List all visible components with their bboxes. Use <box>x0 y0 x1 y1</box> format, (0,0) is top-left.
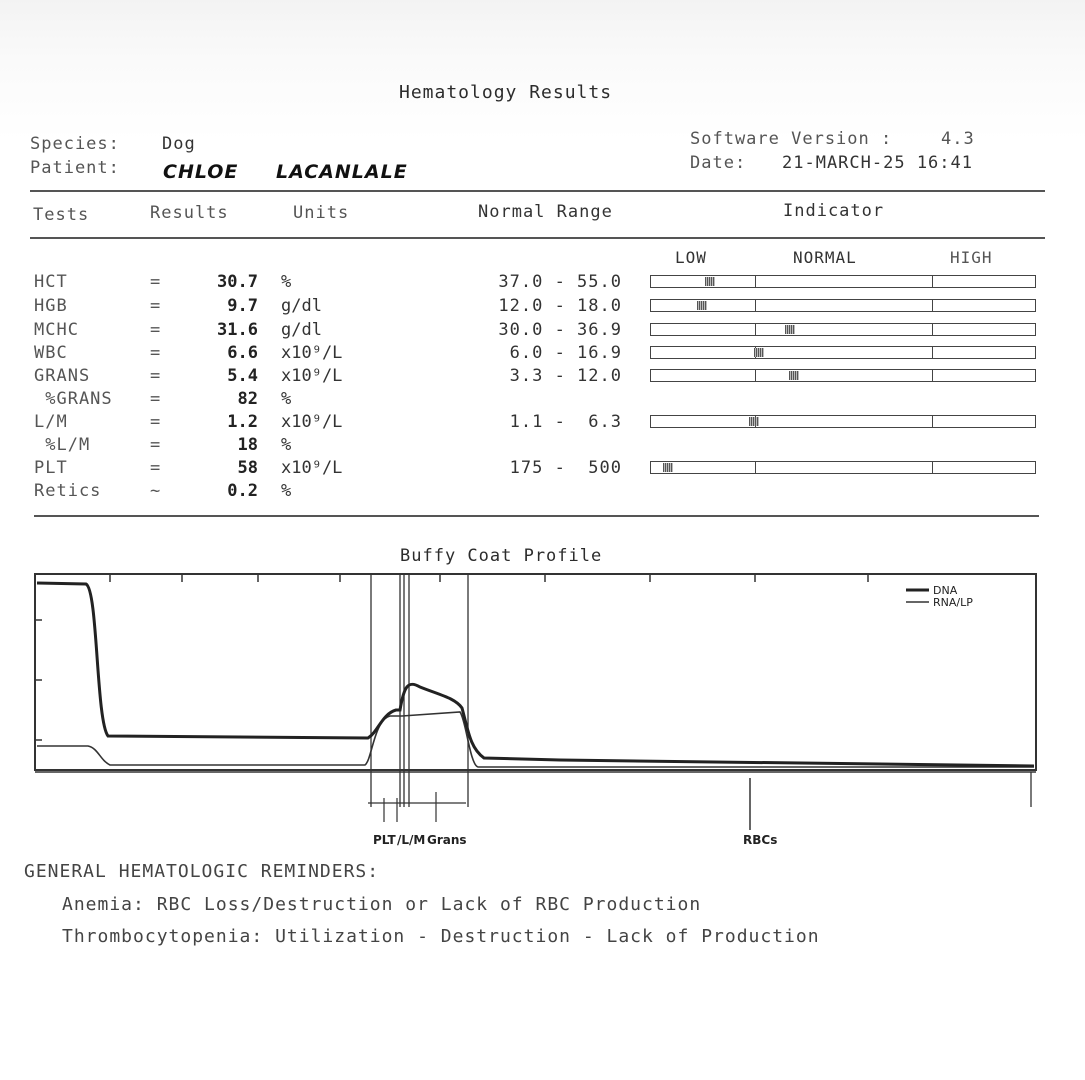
unit: x10⁹/L <box>281 343 343 363</box>
indicator-divider <box>932 299 933 312</box>
test-name: PLT <box>34 458 68 478</box>
test-name: HGB <box>34 296 68 316</box>
indicator-bar <box>650 346 1036 359</box>
indicator-divider <box>932 415 933 428</box>
table-row <box>0 435 1085 458</box>
unit: g/dl <box>281 296 322 316</box>
header-rule-bottom <box>30 237 1045 239</box>
unit: % <box>281 435 292 455</box>
result-value: 0.2 <box>227 481 258 501</box>
table-row <box>0 458 1085 481</box>
patient-label: Patient: <box>30 158 120 178</box>
indicator-divider <box>932 275 933 288</box>
operator: = <box>150 343 161 363</box>
normal-range: 1.1 - 6.3 <box>509 412 622 432</box>
indicator-bar <box>650 299 1036 312</box>
date-label: Date: <box>690 153 747 173</box>
table-row <box>0 320 1085 343</box>
table-row <box>0 343 1085 366</box>
indicator-bar <box>650 461 1036 474</box>
software-label: Software Version : <box>690 129 893 149</box>
unit: g/dl <box>281 320 322 340</box>
indicator-marker <box>749 417 759 426</box>
indicator-divider <box>932 369 933 382</box>
table-row <box>0 296 1085 319</box>
test-name: HCT <box>34 272 68 292</box>
result-value: 82 <box>237 389 258 409</box>
col-header-tests: Tests <box>33 205 90 225</box>
test-name: MCHC <box>34 320 79 340</box>
indicator-divider <box>755 323 756 336</box>
zone-label-plt: PLT <box>373 833 396 847</box>
test-name: %L/M <box>34 435 91 455</box>
result-value: 58 <box>237 458 258 478</box>
table-row <box>0 412 1085 435</box>
indicator-divider <box>755 369 756 382</box>
zone-label-rbcs: RBCs <box>743 833 778 847</box>
buffy-coat-chart <box>0 560 1085 860</box>
col-header-normal-range: Normal Range <box>478 202 613 222</box>
indicator-high-label: HIGH <box>950 248 993 267</box>
result-value: 18 <box>237 435 258 455</box>
result-value: 6.6 <box>227 343 258 363</box>
test-name: Retics <box>34 481 102 501</box>
unit: x10⁹/L <box>281 412 343 432</box>
indicator-divider <box>755 299 756 312</box>
zone-label-grans: Grans <box>427 833 467 847</box>
col-header-units: Units <box>293 203 350 223</box>
indicator-divider <box>755 461 756 474</box>
operator: = <box>150 366 161 386</box>
indicator-bar <box>650 415 1036 428</box>
result-value: 9.7 <box>227 296 258 316</box>
operator: = <box>150 389 161 409</box>
test-name: L/M <box>34 412 68 432</box>
patient-last-name: LACANLALE <box>276 161 408 183</box>
test-name: GRANS <box>34 366 91 386</box>
patient-first-name: CHLOE <box>163 161 239 183</box>
operator: = <box>150 458 161 478</box>
indicator-marker <box>754 348 764 357</box>
indicator-marker <box>705 277 715 286</box>
test-name: %GRANS <box>34 389 113 409</box>
normal-range: 6.0 - 16.9 <box>509 343 622 363</box>
operator: = <box>150 435 161 455</box>
table-row <box>0 389 1085 412</box>
indicator-marker <box>789 371 799 380</box>
normal-range: 3.3 - 12.0 <box>509 366 622 386</box>
normal-range: 175 - 500 <box>509 458 622 478</box>
reminders-heading: GENERAL HEMATOLOGIC REMINDERS: <box>24 861 380 882</box>
unit: % <box>281 389 292 409</box>
indicator-divider <box>755 275 756 288</box>
indicator-marker <box>697 301 707 310</box>
header-rule-top <box>30 190 1045 192</box>
zone-label-lm: /L/M <box>397 833 426 847</box>
legend-dna-label: DNA <box>933 584 958 597</box>
operator: = <box>150 320 161 340</box>
test-name: WBC <box>34 343 68 363</box>
indicator-divider <box>932 346 933 359</box>
unit: % <box>281 481 292 501</box>
indicator-low-label: LOW <box>675 248 707 267</box>
species-value: Dog <box>162 134 196 154</box>
normal-range: 12.0 - 18.0 <box>498 296 622 316</box>
normal-range: 37.0 - 55.0 <box>498 272 622 292</box>
indicator-normal-label: NORMAL <box>793 248 857 267</box>
table-row <box>0 272 1085 295</box>
operator: ~ <box>150 481 161 501</box>
reminder-anemia: Anemia: RBC Loss/Destruction or Lack of RBC Production <box>62 894 702 915</box>
report-date: 21-MARCH-25 16:41 <box>782 153 973 173</box>
table-bottom-rule <box>34 515 1039 517</box>
chart-frame <box>35 574 1036 770</box>
indicator-bar <box>650 323 1036 336</box>
buffy-coat-title: Buffy Coat Profile <box>400 546 603 566</box>
result-value: 5.4 <box>227 366 258 386</box>
table-row <box>0 366 1085 389</box>
dna-curve <box>37 583 1034 766</box>
operator: = <box>150 296 161 316</box>
operator: = <box>150 272 161 292</box>
indicator-divider <box>932 323 933 336</box>
indicator-bar <box>650 275 1036 288</box>
col-header-results: Results <box>150 203 229 223</box>
indicator-bar <box>650 369 1036 382</box>
operator: = <box>150 412 161 432</box>
unit: x10⁹/L <box>281 458 343 478</box>
unit: x10⁹/L <box>281 366 343 386</box>
result-value: 1.2 <box>227 412 258 432</box>
result-value: 30.7 <box>217 272 258 292</box>
col-header-indicator: Indicator <box>783 201 885 221</box>
species-label: Species: <box>30 134 120 154</box>
report-title: Hematology Results <box>399 82 613 103</box>
normal-range: 30.0 - 36.9 <box>498 320 622 340</box>
table-row <box>0 481 1085 504</box>
reminder-thrombocytopenia: Thrombocytopenia: Utilization - Destruction - Lack of Production <box>62 926 820 947</box>
indicator-marker <box>785 325 795 334</box>
result-value: 31.6 <box>217 320 258 340</box>
indicator-divider <box>932 461 933 474</box>
unit: % <box>281 272 292 292</box>
indicator-marker <box>663 463 673 472</box>
legend-rna-label: RNA/LP <box>933 596 973 609</box>
software-version: 4.3 <box>941 129 975 149</box>
